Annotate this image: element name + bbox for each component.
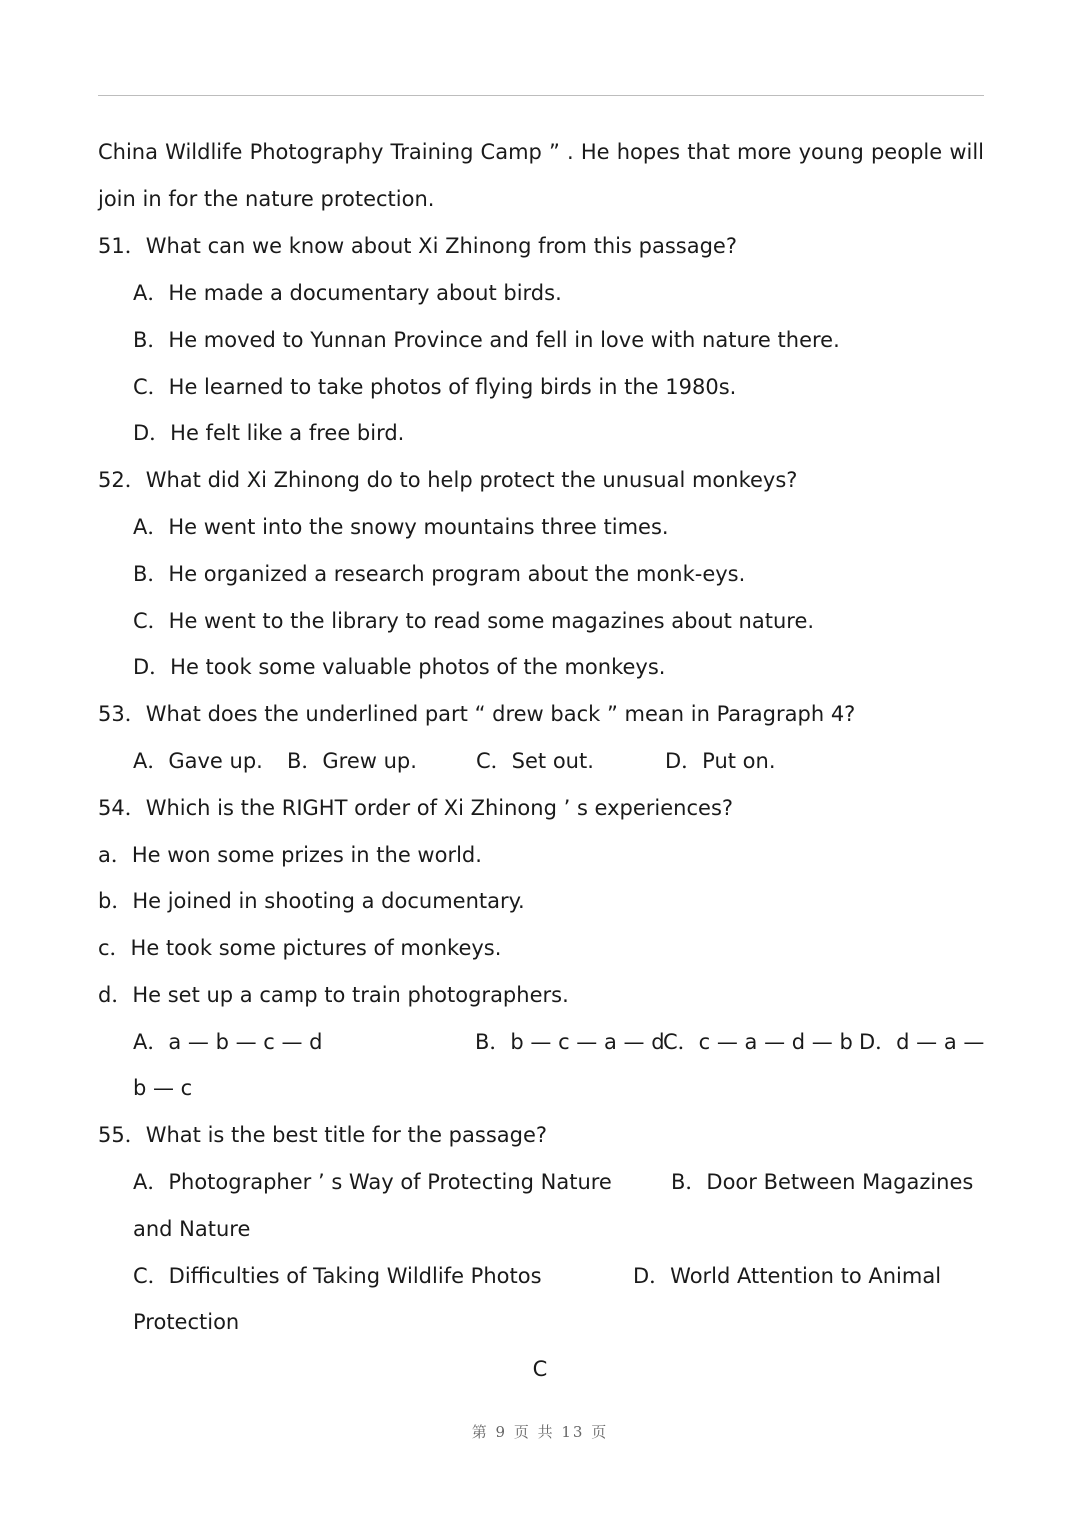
q55-option-d: D．World Attention to Animal	[633, 1264, 942, 1288]
q52-option-a: A．He went into the snowy mountains three times.	[133, 515, 669, 539]
q52-option-d: D．He took some valuable photos of the monkeys.	[133, 655, 666, 679]
q55-option-b: B．Door Between Magazines	[671, 1170, 974, 1194]
q54-option-d: D．d — a —	[859, 1030, 985, 1054]
question-55: 55．What is the best title for the passage?	[98, 1123, 548, 1147]
q53-option-b: B．Grew up.	[287, 749, 417, 773]
q53-option-c: C．Set out.	[476, 749, 594, 773]
question-53: 53．What does the underlined part “ drew back ” mean in Paragraph 4?	[98, 702, 856, 726]
q53-option-d: D．Put on.	[665, 749, 776, 773]
question-51: 51．What can we know about Xi Zhinong from this passage?	[98, 234, 737, 258]
q54-item-a: a．He won some prizes in the world.	[98, 843, 482, 867]
q54-option-b: B．b — c — a — d	[475, 1030, 665, 1054]
q54-option-c: C．c — a — d — b	[663, 1030, 853, 1054]
question-52: 52．What did Xi Zhinong do to help protect the unusual monkeys?	[98, 468, 798, 492]
q55-option-d-continued: Protection	[133, 1310, 240, 1334]
q51-option-c: C．He learned to take photos of flying birds in the 1980s.	[133, 375, 737, 399]
question-54: 54．Which is the RIGHT order of Xi Zhinong ’ s experiences?	[98, 796, 734, 820]
q52-option-c: C．He went to the library to read some magazines about nature.	[133, 609, 815, 633]
q55-option-b-continued: and Nature	[133, 1217, 251, 1241]
q55-option-c: C．Difficulties of Taking Wildlife Photos	[133, 1264, 542, 1288]
q53-option-a: A．Gave up.	[133, 749, 263, 773]
q54-item-d: d．He set up a camp to train photographers.	[98, 983, 569, 1007]
q52-option-b: B．He organized a research program about the monk-eys.	[133, 562, 746, 586]
passage-line-2: join in for the nature protection.	[98, 187, 435, 211]
section-heading-c: C	[532, 1357, 548, 1381]
q54-item-b: b．He joined in shooting a documentary.	[98, 889, 525, 913]
q51-option-a: A．He made a documentary about birds.	[133, 281, 562, 305]
q51-option-b: B．He moved to Yunnan Province and fell in love with nature there.	[133, 328, 840, 352]
q54-option-d-continued: b — c	[133, 1076, 193, 1100]
header-rule	[98, 95, 984, 96]
passage-line-1: China Wildlife Photography Training Camp ” . He hopes that more young people will	[98, 140, 984, 164]
q54-item-c: c．He took some pictures of monkeys.	[98, 936, 502, 960]
page-number-footer: 第 9 页 共 13 页	[471, 1423, 609, 1441]
q55-option-a: A．Photographer ’ s Way of Protecting Nature	[133, 1170, 612, 1194]
q51-option-d: D．He felt like a free bird.	[133, 421, 405, 445]
q54-option-a: A．a — b — c — d	[133, 1030, 323, 1054]
